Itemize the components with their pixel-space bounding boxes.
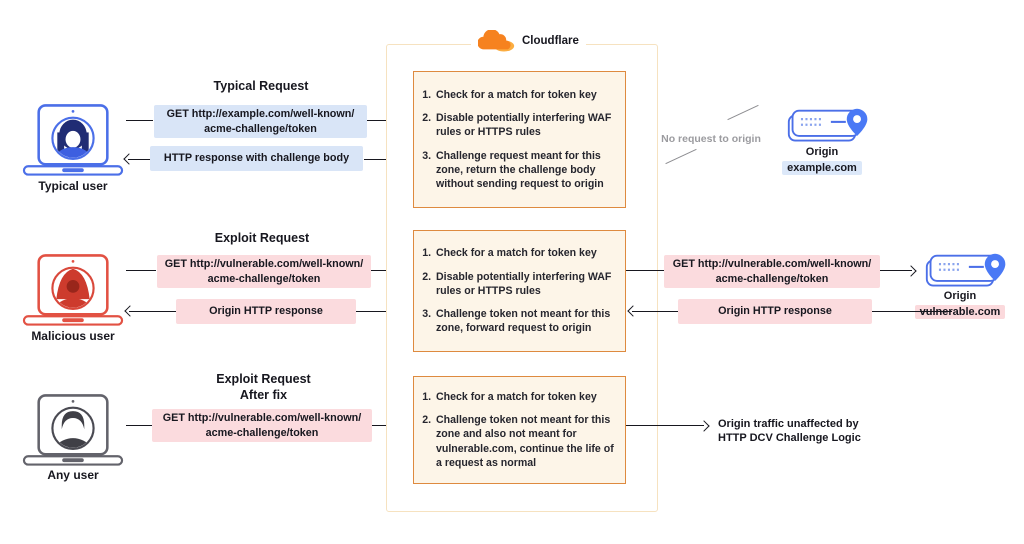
unaffected-traffic-note: Origin traffic unaffected by HTTP DCV Challenge Logic [718,418,861,445]
any-user-laptop-icon [22,393,124,471]
origin-server-example-icon [786,106,872,149]
step: 1. Check for a match for token key [434,246,619,260]
steps-box-exploit [413,230,626,352]
row1-title: Typical Request [213,79,309,93]
cloudflare-label: Cloudflare [522,34,579,47]
no-request-label: No request to origin [661,133,761,145]
step: 1. Check for a match for token key [434,88,619,102]
flow-line [632,311,678,312]
broken-line-icon [665,149,696,164]
cloudflare-logo [471,30,586,52]
flow-line [626,270,664,271]
exploit-response-box: Origin HTTP response [176,299,356,324]
arrow-right-icon [698,420,709,431]
flow-line [126,120,153,121]
steps-box-typical [413,71,626,208]
exploit-request-box: GET http://vulnerable.com/well-known/ acme-challenge/token [157,255,371,288]
typical-response-box: HTTP response with challenge body [150,146,363,171]
malicious-user-label: Malicious user [31,329,115,343]
malicious-user-laptop-icon [22,253,124,331]
any-user-label: Any user [47,468,99,482]
afterfix-request-box: GET http://vulnerable.com/well-known/ acme-challenge/token [152,409,372,442]
origin-server-vulnerable-icon [924,251,1010,294]
origin-response-box: Origin HTTP response [678,299,872,324]
flow-line [129,311,176,312]
flow-line [872,311,952,312]
step: 1. Check for a match for token key [434,390,619,404]
step: 3. Challenge token not meant for this zone, forward request to origin [434,307,619,336]
origin-domain-vulnerable: vulnerable.com [902,302,1018,320]
row2-title: Exploit Request [214,231,310,245]
row3-title: Exploit Request After fix [216,372,311,402]
broken-line-icon [727,105,758,120]
step: 3. Challenge request meant for this zone, return the challenge body without sending request to origin [434,149,619,192]
flow-line [626,425,704,426]
forwarded-request-box: GET http://vulnerable.com/well-known/ acme-challenge/token [664,255,880,288]
flow-line [126,270,156,271]
step: 2. Disable potentially interfering WAF rules or HTTPS rules [434,270,619,299]
flow-line [126,425,152,426]
typical-user-label: Typical user [38,179,108,193]
typical-request-box: GET http://example.com/well-known/ acme-challenge/token [154,105,367,138]
origin-domain-example: example.com [762,158,882,176]
flow-line [128,159,151,160]
arrow-right-icon [905,265,916,276]
step: 2. Challenge token not meant for this zone and also not meant for vulnerable.com, continue the life of a request as normal [434,413,619,470]
origin-label-example: Origin [805,146,839,158]
cloudflare-cloud-icon [478,30,515,52]
origin-label-vulnerable: Origin [943,290,977,302]
typical-user-laptop-icon [22,103,124,181]
steps-box-afterfix [413,376,626,484]
step: 2. Disable potentially interfering WAF rules or HTTPS rules [434,111,619,140]
